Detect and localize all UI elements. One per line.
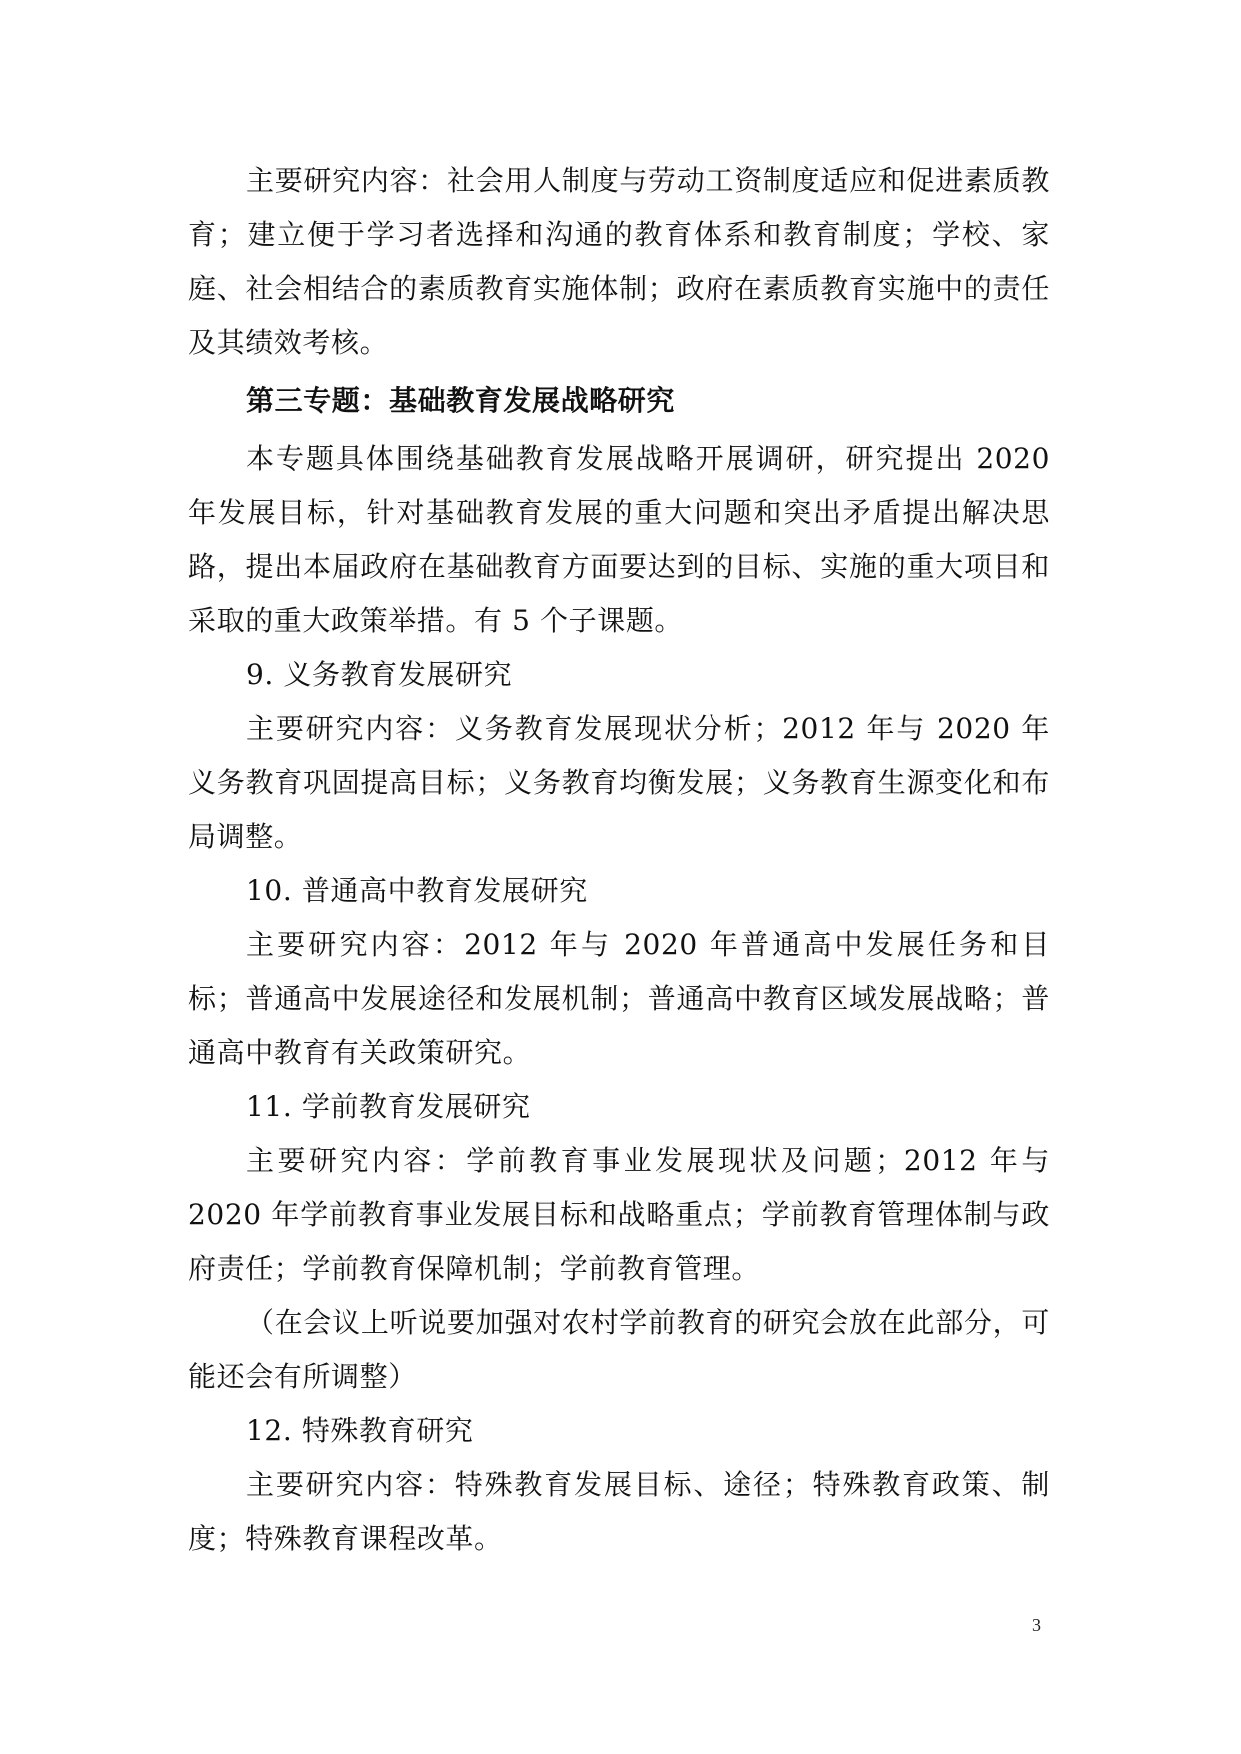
paragraph-subtopic-10-content: 主要研究内容：2012 年与 2020 年普通高中发展任务和目标；普通高中发展途径和发展机制；普通高中教育区域发展战略；普通高中教育有关政策研究。 — [188, 928, 1050, 1069]
paragraph-subtopic-12-content: 主要研究内容：特殊教育发展目标、途径；特殊教育政策、制度；特殊教育课程改革。 — [188, 1468, 1050, 1555]
subtopic-title-9: 9. 义务教育发展研究 — [246, 658, 513, 691]
page-number: 3 — [1032, 1615, 1041, 1635]
subtopic-title-10: 10. 普通高中教育发展研究 — [246, 874, 588, 907]
paragraph-topic-three-intro: 本专题具体围绕基础教育发展战略开展调研，研究提出 2020 年发展目标，针对基础教育发展的重大问题和突出矛盾提出解决思路，提出本届政府在基础教育方面要达到的目标、实施的重大项目和采取的重大政策举措。有 5 个子课题。 — [188, 442, 1050, 637]
paragraph-subtopic-11-note: （在会议上听说要加强对农村学前教育的研究会放在此部分，可能还会有所调整） — [188, 1306, 1050, 1393]
paragraph-subtopic-9-content: 主要研究内容：义务教育发展现状分析；2012 年与 2020 年义务教育巩固提高目标；义务教育均衡发展；义务教育生源变化和布局调整。 — [188, 712, 1050, 853]
subtopic-title-11: 11. 学前教育发展研究 — [246, 1090, 531, 1123]
section-heading-topic-three: 第三专题：基础教育发展战略研究 — [246, 384, 676, 417]
subtopic-title-12: 12. 特殊教育研究 — [246, 1414, 474, 1447]
paragraph-subtopic-11-content: 主要研究内容：学前教育事业发展现状及问题；2012 年与 2020 年学前教育事业发展目标和战略重点；学前教育管理体制与政府责任；学前教育保障机制；学前教育管理。 — [188, 1144, 1050, 1285]
document-body — [188, 154, 1050, 1566]
paragraph-quality-education-content: 主要研究内容：社会用人制度与劳动工资制度适应和促进素质教育；建立便于学习者选择和沟通的教育体系和教育制度；学校、家庭、社会相结合的素质教育实施体制；政府在素质教育实施中的责任及其绩效考核。 — [188, 164, 1050, 359]
